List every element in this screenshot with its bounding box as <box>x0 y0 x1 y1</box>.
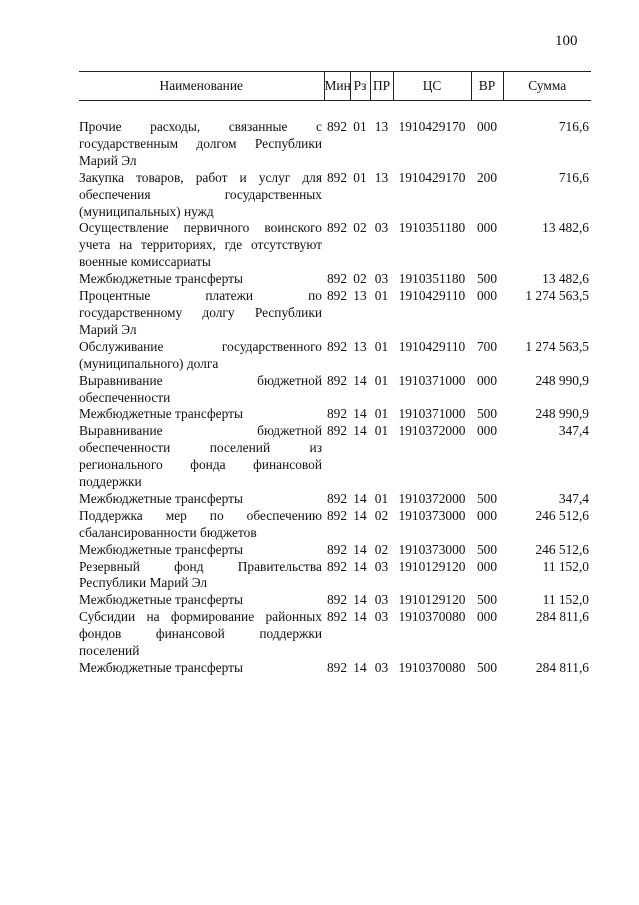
cell-cs: 1910129120 <box>398 592 466 608</box>
cell-cs: 1910129120 <box>398 558 466 574</box>
cell-cs: 1910429110 <box>398 338 466 354</box>
cell-sum: 11 152,0 <box>542 592 589 608</box>
page-number: 100 <box>555 33 578 49</box>
table-row <box>79 592 591 609</box>
cell-cs: 1910370080 <box>398 660 466 675</box>
cell-pr: 03 <box>374 271 389 287</box>
cell-rz: 14 <box>353 541 367 557</box>
cell-sum: 716,6 <box>558 169 589 185</box>
cell-rz: 14 <box>353 660 367 675</box>
cell-rz: 14 <box>353 490 367 506</box>
table-row <box>79 373 591 407</box>
cell-name: Осуществление первичного воинского учета на территориях, где отсутствуют военные комиссариаты <box>79 220 322 270</box>
cell-name: Межбюджетные трансферты <box>79 271 243 287</box>
cell-rz: 13 <box>353 288 367 304</box>
cell-pr: 13 <box>374 119 389 134</box>
cell-name: Субсидии на формирование районных фондов финансовой поддержки поселений <box>79 609 322 659</box>
cell-name: Обслуживание государственного (муниципального) долга <box>79 338 322 371</box>
budget-table <box>79 71 591 677</box>
table-row <box>79 423 591 491</box>
cell-name: Межбюджетные трансферты <box>79 406 243 422</box>
column-header-min: Мин <box>324 72 350 101</box>
cell-vr: 500 <box>476 541 498 557</box>
cell-min: 892 <box>326 609 348 625</box>
cell-name: Выравнивание бюджетной обеспеченности <box>79 372 322 405</box>
table-row <box>79 339 591 373</box>
cell-name: Выравнивание бюджетной обеспеченности поселений из регионального фонда финансовой поддержки <box>79 423 322 490</box>
cell-pr: 01 <box>374 372 389 388</box>
cell-sum: 284 811,6 <box>535 660 589 675</box>
cell-name: Межбюджетные трансферты <box>79 490 243 506</box>
cell-pr: 13 <box>374 169 389 185</box>
cell-cs: 1910372000 <box>398 423 466 439</box>
cell-sum: 347,4 <box>558 423 589 439</box>
cell-min: 892 <box>326 271 348 287</box>
table-row <box>79 508 591 542</box>
cell-rz: 14 <box>353 372 367 388</box>
cell-vr: 500 <box>476 490 498 506</box>
cell-min: 892 <box>326 220 348 236</box>
cell-min: 892 <box>326 338 348 354</box>
cell-vr: 000 <box>476 507 498 523</box>
cell-rz: 02 <box>353 271 367 287</box>
cell-sum: 246 512,6 <box>535 541 589 557</box>
cell-cs: 1910372000 <box>398 490 466 506</box>
cell-min: 892 <box>326 119 348 134</box>
cell-sum: 1 274 563,5 <box>525 288 589 304</box>
cell-rz: 13 <box>353 338 367 354</box>
cell-name: Межбюджетные трансферты <box>79 541 243 557</box>
cell-pr: 03 <box>374 592 389 608</box>
cell-pr: 01 <box>374 423 389 439</box>
cell-sum: 284 811,6 <box>535 609 589 625</box>
cell-min: 892 <box>326 490 348 506</box>
cell-vr: 500 <box>476 592 498 608</box>
cell-min: 892 <box>326 423 348 439</box>
cell-cs: 1910429110 <box>398 288 466 304</box>
cell-sum: 1 274 563,5 <box>525 338 589 354</box>
column-header-cs: ЦС <box>393 72 471 101</box>
cell-name: Закупка товаров, работ и услуг для обеспечения государственных (муниципальных) нужд <box>79 169 322 219</box>
table-row <box>79 170 591 221</box>
table-header <box>79 72 591 101</box>
column-header-vr: ВР <box>471 72 503 101</box>
column-header-rz: Рз <box>350 72 370 101</box>
cell-pr: 03 <box>374 660 389 675</box>
cell-rz: 14 <box>353 609 367 625</box>
cell-sum: 248 990,9 <box>535 372 589 388</box>
table-row <box>79 220 591 271</box>
cell-rz: 02 <box>353 220 367 236</box>
cell-min: 892 <box>326 169 348 185</box>
cell-rz: 01 <box>353 119 367 134</box>
table-row <box>79 271 591 288</box>
cell-pr: 03 <box>374 609 389 625</box>
cell-vr: 500 <box>476 406 498 422</box>
cell-vr: 000 <box>476 119 498 134</box>
cell-min: 892 <box>326 541 348 557</box>
header-spacer <box>79 101 591 120</box>
cell-sum: 13 482,6 <box>542 271 589 287</box>
cell-rz: 14 <box>353 592 367 608</box>
cell-vr: 000 <box>476 423 498 439</box>
cell-vr: 200 <box>476 169 498 185</box>
cell-min: 892 <box>326 288 348 304</box>
cell-name: Поддержка мер по обеспечению сбалансированности бюджетов <box>79 507 322 540</box>
table-row <box>79 542 591 559</box>
table-row <box>79 660 591 677</box>
cell-min: 892 <box>326 372 348 388</box>
table-row <box>79 406 591 423</box>
cell-cs: 1910351180 <box>398 271 466 287</box>
cell-sum: 347,4 <box>558 490 589 506</box>
cell-name: Межбюджетные трансферты <box>79 660 243 675</box>
cell-pr: 01 <box>374 490 389 506</box>
cell-pr: 01 <box>374 406 389 422</box>
cell-cs: 1910429170 <box>398 119 466 134</box>
cell-pr: 01 <box>374 288 389 304</box>
cell-min: 892 <box>326 558 348 574</box>
column-header-name: Наименование <box>79 72 324 101</box>
cell-rz: 01 <box>353 169 367 185</box>
cell-cs: 1910429170 <box>398 169 466 185</box>
cell-rz: 14 <box>353 507 367 523</box>
cell-sum: 13 482,6 <box>542 220 589 236</box>
cell-min: 892 <box>326 660 348 675</box>
cell-name: Процентные платежи по государственному долгу Республики Марий Эл <box>79 288 322 337</box>
cell-pr: 02 <box>374 541 389 557</box>
cell-cs: 1910373000 <box>398 541 466 557</box>
cell-min: 892 <box>326 406 348 422</box>
cell-cs: 1910370080 <box>398 609 466 625</box>
column-header-sum: Сумма <box>503 72 591 101</box>
cell-vr: 000 <box>476 288 498 304</box>
cell-name: Межбюджетные трансферты <box>79 592 243 608</box>
cell-rz: 14 <box>353 423 367 439</box>
cell-vr: 500 <box>476 271 498 287</box>
cell-vr: 500 <box>476 660 498 675</box>
cell-rz: 14 <box>353 406 367 422</box>
column-header-pr: ПР <box>370 72 393 101</box>
table-row <box>79 119 591 170</box>
cell-cs: 1910371000 <box>398 406 466 422</box>
table-body <box>79 101 591 677</box>
cell-vr: 000 <box>476 558 498 574</box>
table-row <box>79 491 591 508</box>
cell-name: Резервный фонд Правительства Республики Марий Эл <box>79 558 322 591</box>
cell-pr: 02 <box>374 507 389 523</box>
table-row <box>79 559 591 593</box>
cell-sum: 248 990,9 <box>535 406 589 422</box>
cell-sum: 716,6 <box>558 119 589 134</box>
cell-min: 892 <box>326 507 348 523</box>
cell-cs: 1910373000 <box>398 507 466 523</box>
cell-vr: 000 <box>476 609 498 625</box>
table-row <box>79 609 591 660</box>
table-row <box>79 288 591 339</box>
cell-min: 892 <box>326 592 348 608</box>
cell-vr: 000 <box>476 220 498 236</box>
cell-cs: 1910351180 <box>398 220 466 236</box>
cell-sum: 246 512,6 <box>535 507 589 523</box>
cell-name: Прочие расходы, связанные с государственным долгом Республики Марий Эл <box>79 119 322 168</box>
cell-pr: 03 <box>374 558 389 574</box>
cell-cs: 1910371000 <box>398 372 466 388</box>
cell-pr: 01 <box>374 338 389 354</box>
cell-sum: 11 152,0 <box>542 558 589 574</box>
cell-vr: 000 <box>476 372 498 388</box>
cell-rz: 14 <box>353 558 367 574</box>
cell-pr: 03 <box>374 220 389 236</box>
cell-vr: 700 <box>476 338 498 354</box>
